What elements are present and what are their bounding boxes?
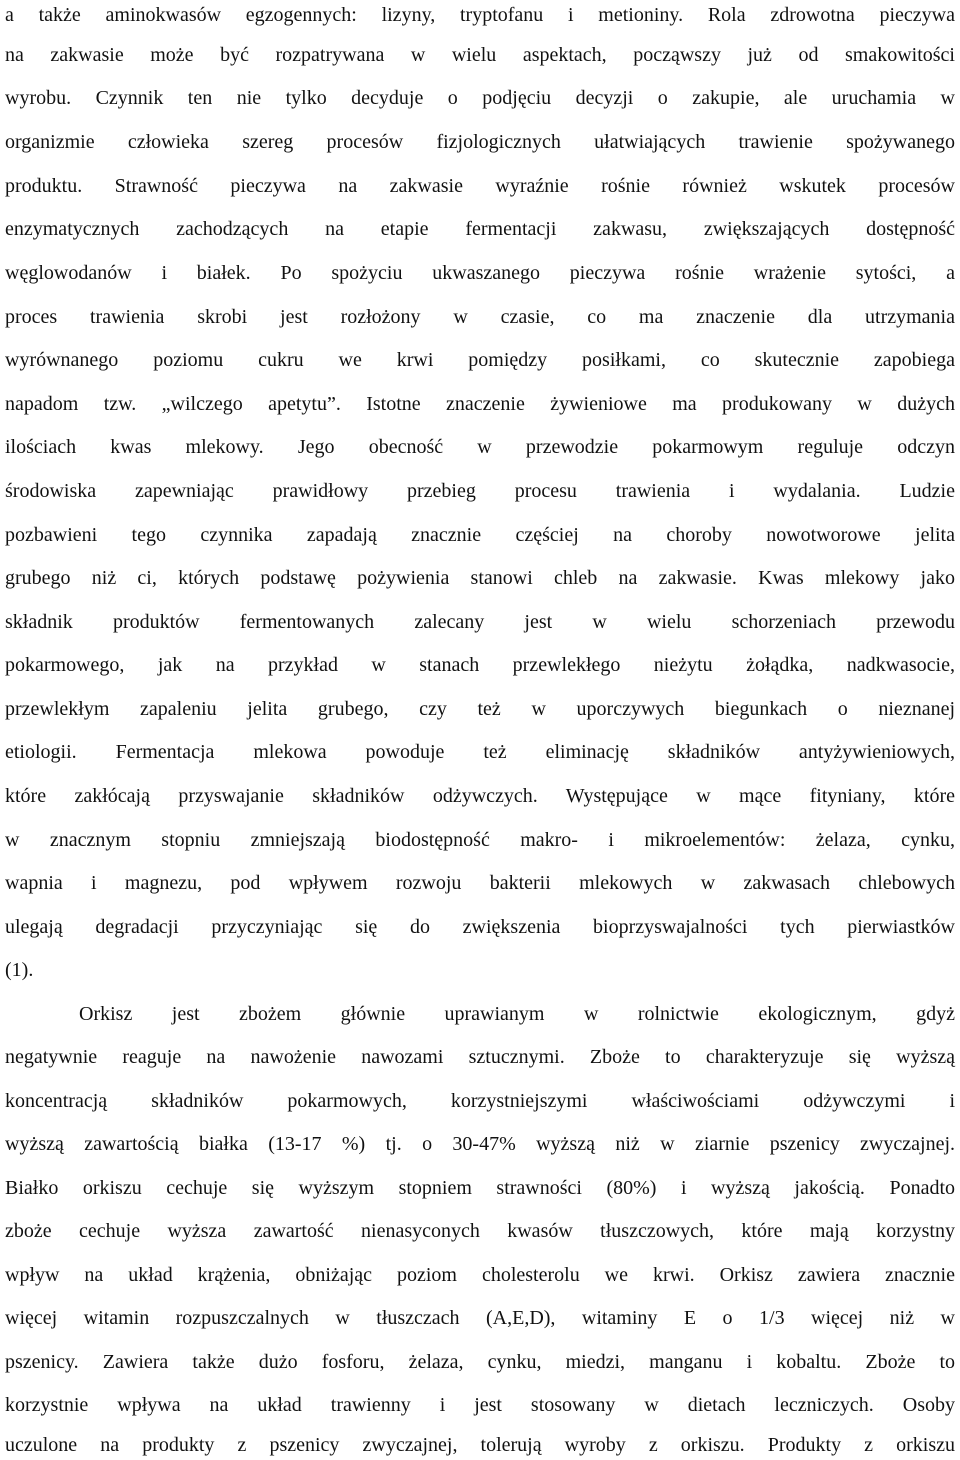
text-line: wapnia i magnezu, pod wpływem rozwoju bakterii mlekowych w zakwasach chlebowych bbox=[5, 872, 955, 894]
text-line: ulegają degradacji przyczyniając się do zwiększenia bioprzyswajalności tych pierwiastków bbox=[5, 916, 955, 938]
text-line: środowiska zapewniając prawidłowy przebieg procesu trawienia i wydalania. Ludzie bbox=[5, 480, 955, 502]
text-line: organizmie człowieka szereg procesów fizjologicznych ułatwiających trawienie spożywanego bbox=[5, 131, 955, 153]
text-line: Białko orkiszu cechuje się wyższym stopniem strawności (80%) i wyższą jakością. Ponadto bbox=[5, 1177, 955, 1199]
text-line: pozbawieni tego czynnika zapadają znacznie częściej na choroby nowotworowe jelita bbox=[5, 524, 955, 546]
text-line: składnik produktów fermentowanych zalecany jest w wielu schorzeniach przewodu bbox=[5, 611, 955, 633]
text-line: uczulone na produkty z pszenicy zwyczajnej, tolerują wyroby z orkiszu. Produkty z orkiszu bbox=[5, 1434, 955, 1456]
text-line: zboże cechuje wyższa zawartość nienasyconych kwasów tłuszczowych, które mają korzystny bbox=[5, 1220, 955, 1242]
text-line: które zakłócają przyswajanie składników odżywczych. Występujące w mące fityniany, które bbox=[5, 785, 955, 807]
text-line: a także aminokwasów egzogennych: lizyny, tryptofanu i metioniny. Rola zdrowotna pieczywa bbox=[5, 4, 955, 26]
text-line: wyższą zawartością białka (13-17 %) tj. o 30-47% wyższą niż w ziarnie pszenicy zwyczajnej. bbox=[5, 1133, 955, 1155]
text-line: produktu. Strawność pieczywa na zakwasie wyraźnie rośnie również wskutek procesów bbox=[5, 175, 955, 197]
paragraph-first-line: Orkisz jest zbożem głównie uprawianym w rolnictwie ekologicznym, gdyż bbox=[79, 1003, 955, 1025]
text-line: koncentracją składników pokarmowych, korzystniejszymi właściwościami odżywczymi i bbox=[5, 1090, 955, 1112]
text-line: więcej witamin rozpuszczalnych w tłuszczach (A,E,D), witaminy E o 1/3 więcej niż w bbox=[5, 1307, 955, 1329]
text-line: korzystnie wpływa na układ trawienny i jest stosowany w dietach leczniczych. Osoby bbox=[5, 1394, 955, 1416]
text-line: etiologii. Fermentacja mlekowa powoduje też eliminację składników antyżywieniowych, bbox=[5, 741, 955, 763]
text-line: napadom tzw. „wilczego apetytu”. Istotne znaczenie żywieniowe ma produkowany w dużych bbox=[5, 393, 955, 415]
text-line: pszenicy. Zawiera także dużo fosforu, żelaza, cynku, miedzi, manganu i kobaltu. Zboże to bbox=[5, 1351, 955, 1373]
text-line: wyrównanego poziomu cukru we krwi pomiędzy posiłkami, co skutecznie zapobiega bbox=[5, 349, 955, 371]
text-line: przewlekłym zapaleniu jelita grubego, czy też w uporczywych biegunkach o nieznanej bbox=[5, 698, 955, 720]
text-line: proces trawienia skrobi jest rozłożony w czasie, co ma znaczenie dla utrzymania bbox=[5, 306, 955, 328]
text-line: wyrobu. Czynnik ten nie tylko decyduje o podjęciu decyzji o zakupie, ale uruchamia w bbox=[5, 87, 955, 109]
text-line: (1). bbox=[5, 959, 34, 981]
text-line: w znacznym stopniu zmniejszają biodostępność makro- i mikroelementów: żelaza, cynku, bbox=[5, 829, 955, 851]
text-line: pokarmowego, jak na przykład w stanach przewlekłego nieżytu żołądka, nadkwasocie, bbox=[5, 654, 955, 676]
text-line: negatywnie reaguje na nawożenie nawozami sztucznymi. Zboże to charakteryzuje się wyższą bbox=[5, 1046, 955, 1068]
text-line: enzymatycznych zachodzących na etapie fermentacji zakwasu, zwiększających dostępność bbox=[5, 218, 955, 240]
text-line: na zakwasie może być rozpatrywana w wielu aspektach, począwszy już od smakowitości bbox=[5, 44, 955, 66]
text-line: wpływ na układ krążenia, obniżając poziom cholesterolu we krwi. Orkisz zawiera znacznie bbox=[5, 1264, 955, 1286]
text-line: węglowodanów i białek. Po spożyciu ukwaszanego pieczywa rośnie wrażenie sytości, a bbox=[5, 262, 955, 284]
text-line: ilościach kwas mlekowy. Jego obecność w przewodzie pokarmowym reguluje odczyn bbox=[5, 436, 955, 458]
text-line: grubego niż ci, których podstawę pożywienia stanowi chleb na zakwasie. Kwas mlekowy jako bbox=[5, 567, 955, 589]
